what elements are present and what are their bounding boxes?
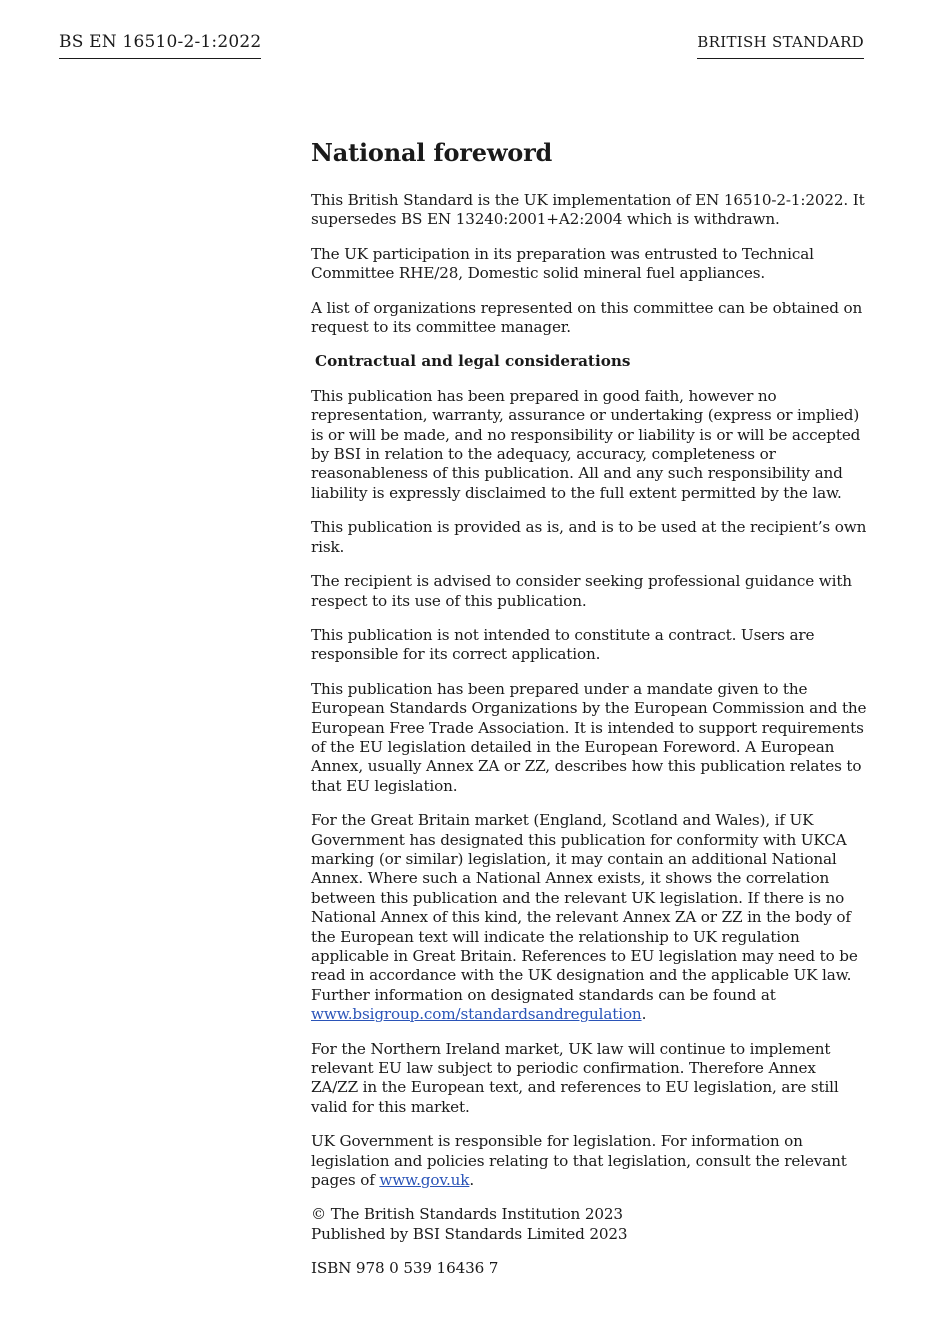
section-heading-contractual: Contractual and legal considerations	[315, 352, 631, 371]
paragraph-not-contract: This publication is not intended to constitute a contract. Users are responsible for its correct application.	[311, 625, 815, 664]
isbn: ISBN 978 0 539 16436 7	[311, 1259, 499, 1278]
paragraph-uk-government-end: .	[469, 1171, 475, 1190]
page-title: National foreword	[311, 138, 553, 167]
paragraph-own-risk: This publication is provided as is, and is to be used at the recipient’s own risk.	[311, 518, 867, 556]
paragraph-northern-ireland: For the Northern Ireland market, UK law will continue to implement relevant EU law subject to periodic confirmation. Therefore Annex ZA/ZZ in the European text, and references to EU legislation, are still valid for this market.	[311, 1039, 839, 1116]
paragraph-implementation: This British Standard is the UK implementation of EN 16510-2-1:2022. It supersedes BS EN 13240:2001+A2:2004 which is withdrawn.	[311, 191, 865, 229]
gov-uk-link[interactable]: www.gov.uk	[379, 1171, 470, 1190]
bsigroup-link[interactable]: www.bsigroup.com/standardsandregulation	[311, 1005, 642, 1024]
paragraph-mandate: This publication has been prepared under a mandate given to the European Standards Organizations by the European Commission and the European Free Trade Association. It is intended to support requirements of the EU legislation detailed in the European Foreword. A European Annex, usually Annex ZA or ZZ, describes how this publication relates to that EU legislation.	[311, 679, 867, 795]
published-line: Published by BSI Standards Limited 2023	[311, 1224, 628, 1243]
standard-type-label: BRITISH STANDARD	[697, 33, 864, 59]
foreword-content	[311, 138, 867, 1294]
paragraph-great-britain-end: .	[641, 1005, 647, 1024]
paragraph-great-britain-text: For the Great Britain market (England, Scotland and Wales), if UK Government has designated this publication for conformity with UKCA marking (or similar) legislation, it may contain an additional National Annex. Where such a National Annex exists, it shows the correlation between this publication and the relevant UK legislation. If there is no National Annex of this kind, the relevant Annex ZA or ZZ in the body of the European text will indicate the relationship to UK regulation applicable in Great Britain. References to EU legislation may need to be read in accordance with the UK designation and the applicable UK law. Further information on designated standards can be found at	[311, 811, 858, 1004]
paragraph-great-britain	[311, 811, 867, 1024]
paragraph-committee: The UK participation in its preparation was entrusted to Technical Committee RHE/28, Domestic solid mineral fuel appliances.	[311, 244, 814, 283]
document-id: BS EN 16510-2-1:2022	[59, 32, 261, 59]
paragraph-good-faith: This publication has been prepared in good faith, however no representation, warranty, assurance or undertaking (express or implied) is or will be made, and no responsibility or liability is or will be accepted by BSI in relation to the adequacy, accuracy, completeness or reasonableness of this publication. All and any such responsibility and liability is expressly disclaimed to the full extent permitted by the law.	[311, 386, 861, 502]
copyright-line: © The British Standards Institution 2023	[311, 1205, 623, 1224]
paragraph-professional-guidance: The recipient is advised to consider seeking professional guidance with respect to its use of this publication.	[311, 572, 852, 610]
paragraph-organizations: A list of organizations represented on this committee can be obtained on request to its committee manager.	[311, 298, 863, 337]
paragraph-uk-government	[311, 1132, 867, 1190]
paragraph-uk-government-text: UK Government is responsible for legislation. For information on legislation and policies relating to that legislation, consult the relevant pages of	[311, 1132, 847, 1190]
copyright-block	[311, 1205, 867, 1244]
